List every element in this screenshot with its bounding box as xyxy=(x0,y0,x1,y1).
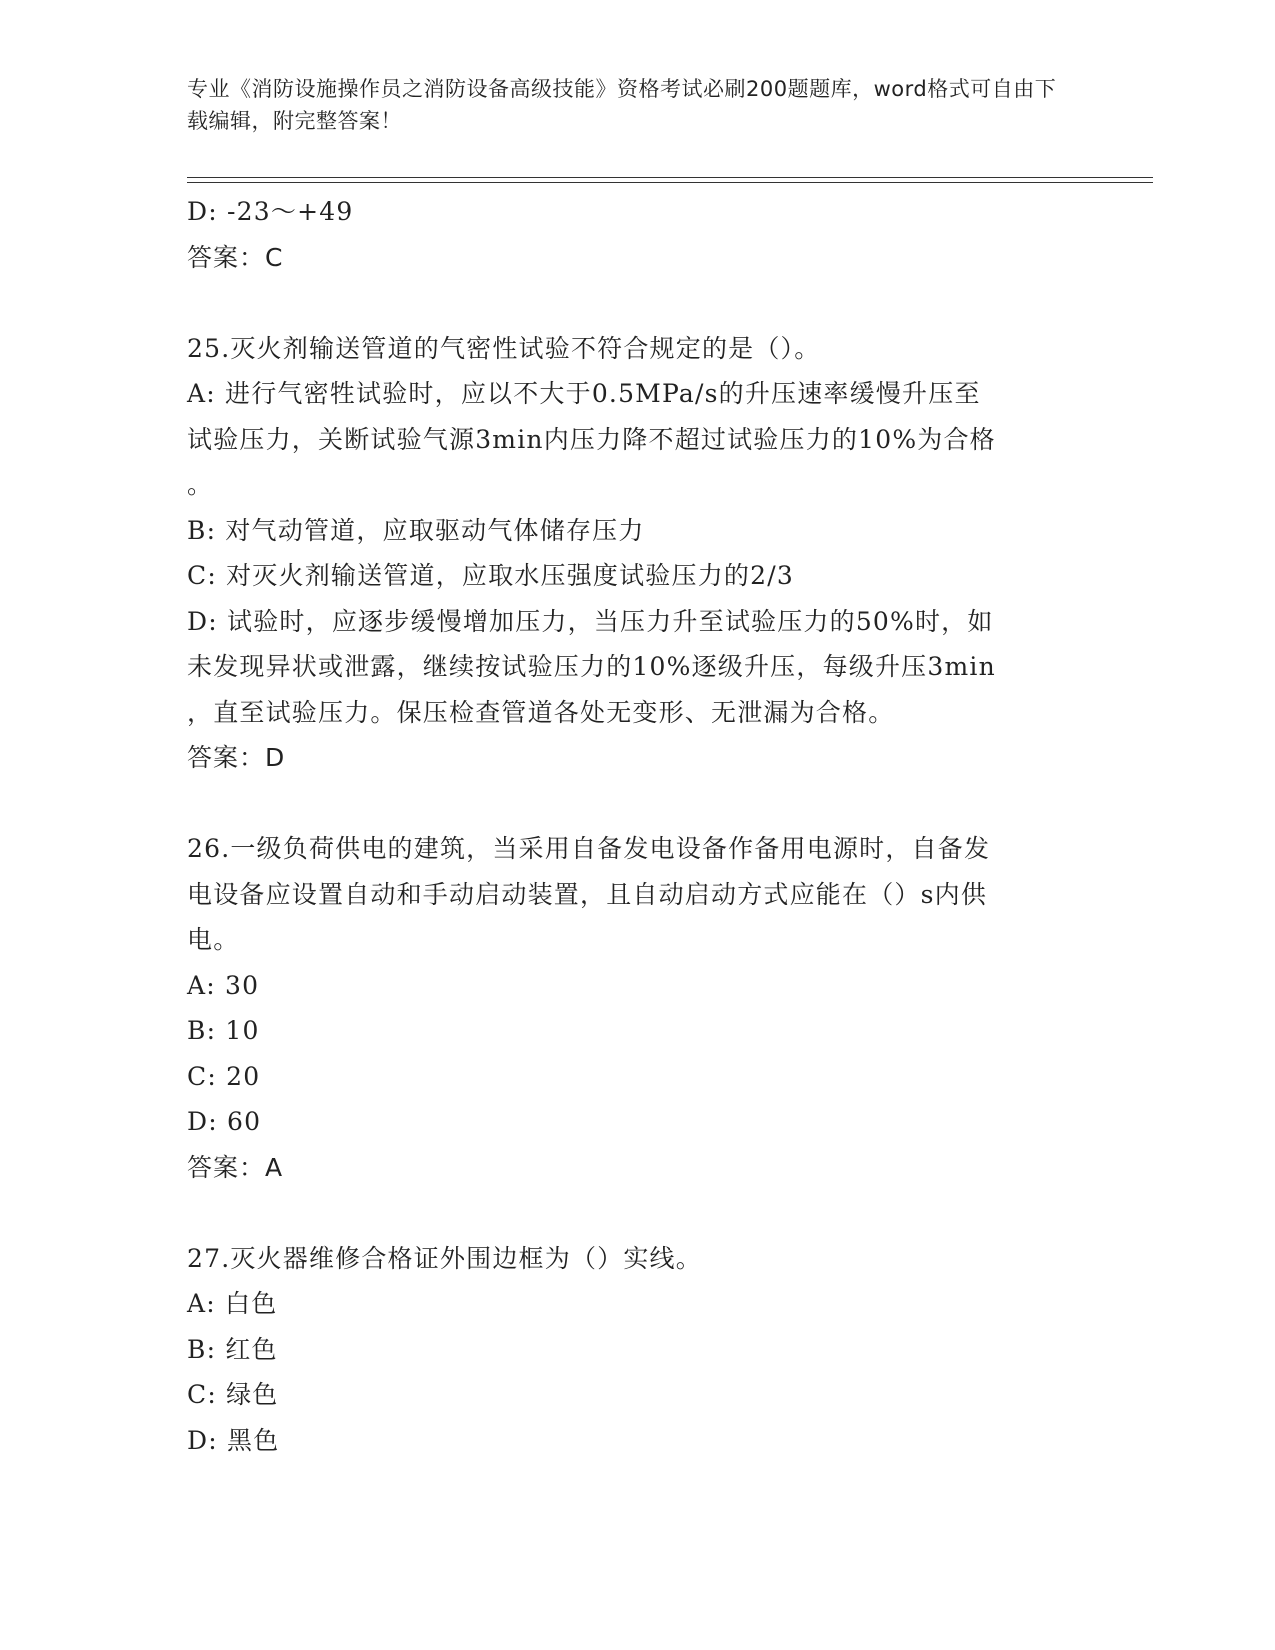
option-c-line: C: 对灭火剂输送管道，应取水压强度试验压力的2/3 xyxy=(187,561,794,590)
option-d-line: D: 60 xyxy=(187,1107,262,1136)
option-d-fragment: D: -23～+49 xyxy=(187,197,354,226)
option-a-line: 。 xyxy=(187,470,214,499)
spacer xyxy=(187,781,1077,827)
option-a-line: 试验压力，关断试验气源3min内压力降不超过试验压力的10%为合格 xyxy=(187,424,996,454)
question-stem-line: 26.一级负荷供电的建筑，当采用自备发电设备作备用电源时，自备发 xyxy=(187,834,991,863)
spacer xyxy=(187,1190,1077,1236)
option-b-line: B: 红色 xyxy=(187,1334,278,1364)
page-header: 专业《消防设施操作员之消防设备高级技能》资格考试必刷200题题库，word格式可自由下载编辑，附完整答案！ xyxy=(187,77,1057,133)
option-a-line: A: 进行气密牲试验时，应以不大于0.5MPa/s的升压速率缓慢升压至 xyxy=(187,379,981,408)
option-a-line: A: 30 xyxy=(187,970,260,1000)
option-d-line: D: 黑色 xyxy=(187,1425,280,1455)
option-a-line: A: 白色 xyxy=(187,1289,278,1318)
option-c-line: C: 20 xyxy=(187,1061,261,1091)
question-stem-line: 电设备应设置自动和手动启动装置，且自动启动方式应能在（）s内供 xyxy=(187,879,988,909)
question-26 xyxy=(187,826,1077,1190)
question-25 xyxy=(187,326,1077,781)
question-stem-line: 27.灭火器维修合格证外围边框为（）实线。 xyxy=(187,1243,702,1273)
answer-fragment: 答案：C xyxy=(187,242,284,272)
option-b-line: B: 对气动管道，应取驱动气体储存压力 xyxy=(187,515,645,545)
spacer xyxy=(187,280,1077,326)
question-27 xyxy=(187,1236,1077,1464)
option-d-line: 未发现异状或泄露，继续按试验压力的10%逐级升压，每级升压3min xyxy=(187,652,996,681)
option-b-line: B: 10 xyxy=(187,1016,260,1045)
option-d-line: ，直至试验压力。保压检查管道各处无变形、无泄漏为合格。 xyxy=(187,697,895,727)
option-c-line: C: 绿色 xyxy=(187,1380,279,1409)
document-body xyxy=(187,189,1077,1463)
question-stem-line: 电。 xyxy=(187,925,240,954)
header-rule-top xyxy=(187,177,1153,178)
option-d-line: D: 试验时，应逐步缓慢增加压力，当压力升至试验压力的50%时，如 xyxy=(187,606,994,636)
question-answer: 答案：A xyxy=(187,1152,284,1182)
question-stem-line: 25.灭火剂输送管道的气密性试验不符合规定的是（）。 xyxy=(187,333,821,363)
question-answer: 答案：D xyxy=(187,743,286,772)
header-rule-bottom xyxy=(187,182,1153,183)
